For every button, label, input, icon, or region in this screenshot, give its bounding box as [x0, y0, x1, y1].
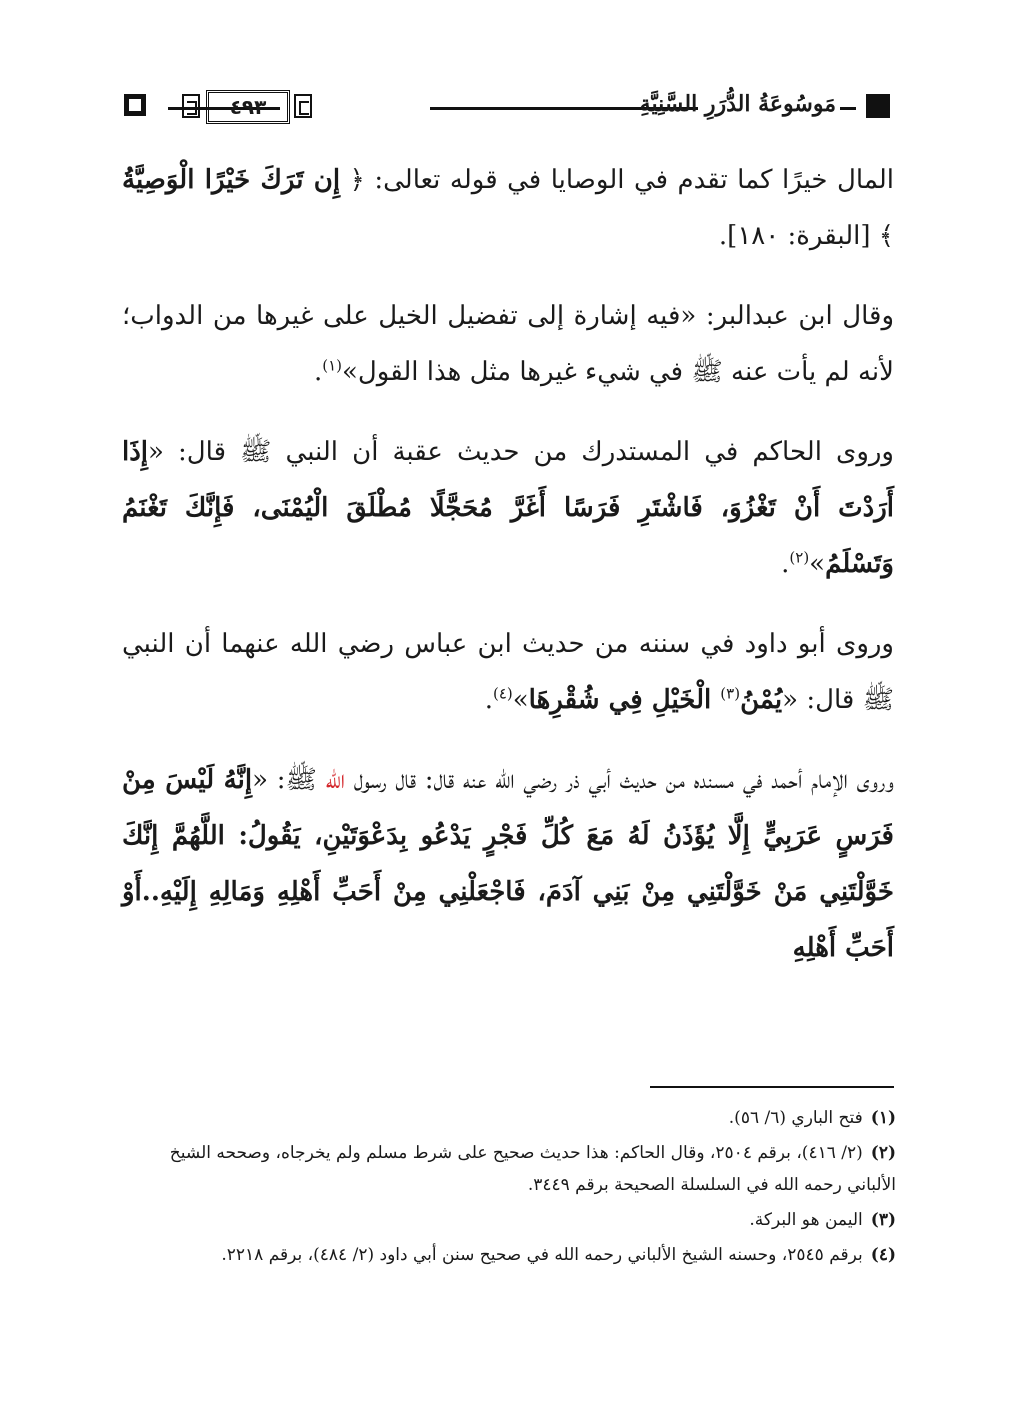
p5-text: وروى الإمام أحمد في مسنده من حديث أبي ذر رضي الله عنه قال: قال رسول: [345, 765, 895, 795]
p5-allah-word: الله: [325, 765, 346, 795]
p3-end: .: [781, 549, 790, 579]
footnote-number: (٤): [870, 1245, 896, 1265]
header-rule-right: [840, 107, 856, 110]
header-filled-square-ornament: [866, 94, 890, 118]
paragraph-4: [122, 616, 894, 728]
footnotes: [118, 1102, 896, 1274]
p3-hadith: إِذَا أَرَدْتَ أَنْ تَغْزُوَ، فَاشْتَرِ فَرَسًا أَغَرَّ مُحَجَّلًا مُطْلَقَ الْيُمْنَى، فَإِنَّكَ تَغْنَمُ وَتَسْلَمُ: [122, 437, 894, 579]
p4-text: وروى أبو داود في سننه من حديث ابن عباس رضي الله عنهما أن النبي ﷺ قال: «: [122, 629, 894, 715]
p4-hadith-part-1: يُمْنُ: [740, 685, 783, 715]
footnote-ref-4[interactable]: (٤): [492, 684, 513, 703]
footnote-text: فتح الباري (٦/ ٥٦).: [728, 1108, 863, 1128]
footnote-ref-1[interactable]: (١): [322, 356, 342, 375]
p3-quote-close: »: [809, 549, 826, 579]
series-title: مَوسُوعَةُ الدُّرَرِ السَّنِيَّةِ: [639, 91, 836, 117]
header-frame-ornament-left: [182, 94, 200, 118]
p1-text: المال خيرًا كما تقدم في الوصايا في قوله تعالى: ﴿: [349, 165, 894, 195]
p3-text: وروى الحاكم في المستدرك من حديث عقبة أن النبي ﷺ قال: «: [148, 437, 894, 467]
page-number: ٤٩٣: [206, 90, 290, 124]
footnote-1: [118, 1102, 896, 1134]
footnote-text: برقم ٢٥٤٥، وحسنه الشيخ الألباني رحمه الله في صحيح سنن أبي داود (٢/ ٤٨٤)، برقم ٢٢١٨.: [221, 1245, 863, 1265]
p1-citation: ﴾ [البقرة: ١٨٠].: [718, 221, 894, 251]
footnote-3: [118, 1204, 896, 1236]
paragraph-1: [122, 152, 894, 264]
footnote-text: (٢/ ٤١٦)، برقم ٢٥٠٤، وقال الحاكم: هذا حديث صحيح على شرط مسلم ولم يخرجاه، وصححه الشيخ الألباني رحمه الله في السلسلة الصحيحة برقم ٣٤٤٩.: [169, 1143, 896, 1195]
header-frame-ornament-right: [294, 94, 312, 118]
paragraph-2: [122, 288, 894, 400]
page-header: [118, 88, 896, 128]
p5-hadith: إِنَّهُ لَيْسَ مِنْ فَرَسٍ عَرَبِيٍّ إِلَّا يُؤَذَنُ لَهُ مَعَ كُلِّ فَجْرٍ يَدْعُو بِدَعْوَتَيْنِ، يَقُولُ: اللَّهُمَّ إِنَّكَ خَوَّلْتَنِي مَنْ خَوَّلْتَنِي مِنْ بَنِي آدَمَ، فَاجْعَلْنِي مِنْ أَحَبِّ أَهْلِهِ وَمَالِهِ إِلَيْهِ..أَوْ أَحَبِّ أَهْلِهِ: [122, 765, 894, 963]
p5-quote-open: ﷺ: «: [252, 765, 326, 795]
p2-text: وقال ابن عبدالبر: «فيه إشارة إلى تفضيل الخيل على غيرها من الدواب؛ لأنه لم يأت عنه ﷺ في شيء غيرها مثل هذا القول»: [122, 301, 894, 387]
footnote-number: (٣): [870, 1210, 896, 1230]
footnote-ref-2[interactable]: (٢): [789, 548, 810, 567]
p4-end: .: [484, 685, 493, 715]
footnote-separator: [650, 1086, 894, 1088]
main-text: [122, 152, 894, 976]
paragraph-5: [122, 752, 894, 976]
paragraph-3: [122, 424, 894, 592]
header-open-square-ornament: [124, 94, 146, 116]
p4-hadith-part-2: الْخَيْلِ فِي شُقْرِهَا: [528, 685, 721, 715]
footnote-4: [118, 1239, 896, 1271]
p1-quran-verse: إِن تَرَكَ خَيْرًا الْوَصِيَّةُ: [122, 165, 341, 195]
footnote-number: (١): [870, 1108, 896, 1128]
footnote-2: [118, 1137, 896, 1201]
footnote-text: اليمن هو البركة.: [749, 1210, 863, 1230]
footnote-ref-3[interactable]: (٣): [720, 684, 741, 703]
p4-quote-close: »: [512, 685, 529, 715]
p2-end: .: [313, 357, 323, 387]
footnote-number: (٢): [870, 1143, 896, 1163]
